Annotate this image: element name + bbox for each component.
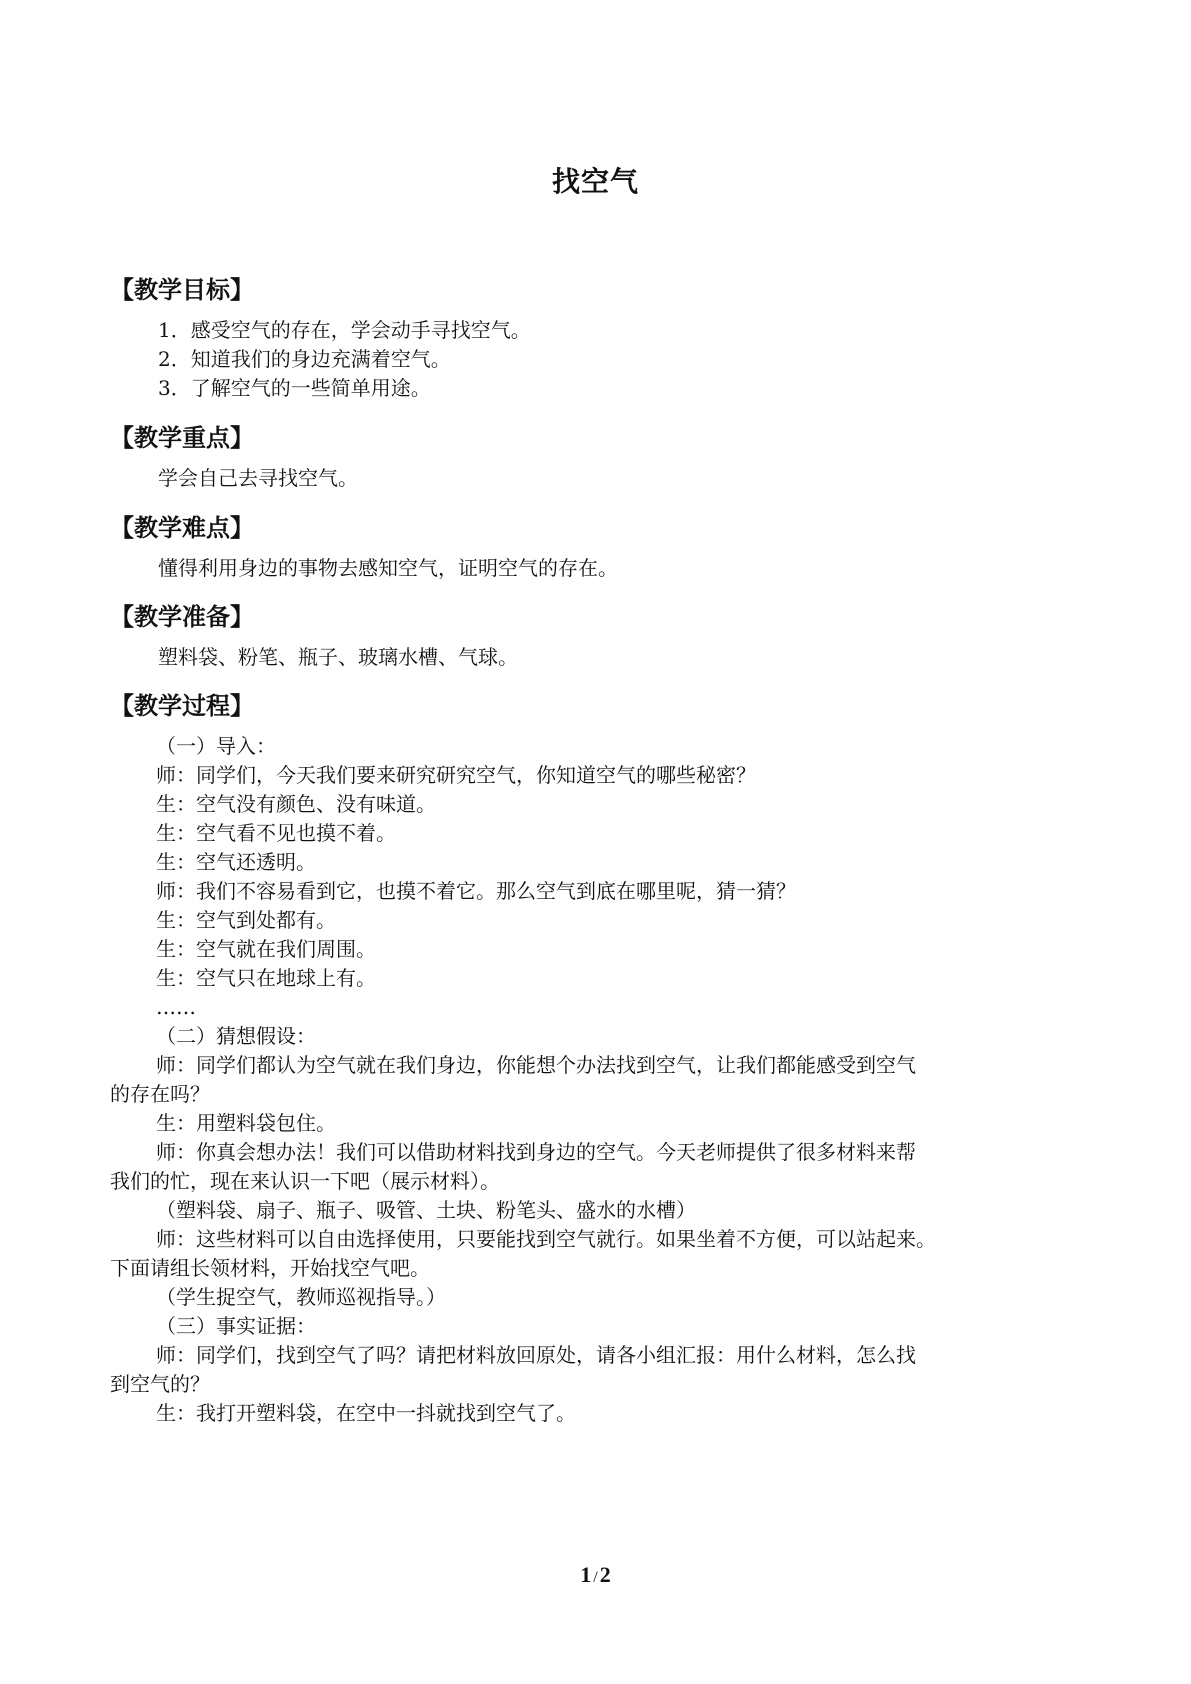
- process-line: 的存在吗？: [110, 1082, 210, 1106]
- process-line: （一）导入：: [156, 734, 276, 758]
- process-line: 师：你真会想办法！我们可以借助材料找到身边的空气。今天老师提供了很多材料来帮: [156, 1140, 916, 1164]
- heading-process: 【教学过程】: [110, 692, 254, 720]
- difficulty-text: 懂得利用身边的事物去感知空气，证明空气的存在。: [158, 556, 618, 580]
- process-line: （塑料袋、扇子、瓶子、吸管、土块、粉笔头、盛水的水槽）: [156, 1198, 696, 1222]
- process-line: 我们的忙，现在来认识一下吧（展示材料）。: [110, 1169, 500, 1193]
- process-line: ……: [156, 995, 196, 1019]
- process-line: （二）猜想假设：: [156, 1024, 316, 1048]
- process-line: 生：用塑料袋包住。: [156, 1111, 336, 1135]
- process-line: 到空气的？: [110, 1372, 210, 1396]
- process-line: 师：同学们都认为空气就在我们身边，你能想个办法找到空气，让我们都能感受到空气: [156, 1053, 916, 1077]
- process-line: 生：空气还透明。: [156, 850, 316, 874]
- process-line: 师：我们不容易看到它，也摸不着它。那么空气到底在哪里呢，猜一猜？: [156, 879, 796, 903]
- process-line: （学生捉空气，教师巡视指导。）: [156, 1285, 446, 1309]
- page-separator: /: [593, 1569, 598, 1586]
- key-point-text: 学会自己去寻找空气。: [158, 466, 358, 490]
- page-number: [0, 1562, 1191, 1588]
- heading-preparation: 【教学准备】: [110, 603, 254, 631]
- objective-item: 3．了解空气的一些简单用途。: [158, 376, 431, 400]
- process-line: 师：同学们，今天我们要来研究研究空气，你知道空气的哪些秘密？: [156, 763, 756, 787]
- process-line: 生：我打开塑料袋，在空中一抖就找到空气了。: [156, 1401, 576, 1425]
- process-line: 师：同学们，找到空气了吗？请把材料放回原处，请各小组汇报：用什么材料，怎么找: [156, 1343, 916, 1367]
- heading-difficulty: 【教学难点】: [110, 514, 254, 542]
- process-line: 下面请组长领材料，开始找空气吧。: [110, 1256, 430, 1280]
- process-line: 生：空气到处都有。: [156, 908, 336, 932]
- heading-objectives: 【教学目标】: [110, 276, 254, 304]
- page-current: 1: [580, 1562, 592, 1587]
- heading-key-point: 【教学重点】: [110, 424, 254, 452]
- preparation-text: 塑料袋、粉笔、瓶子、玻璃水槽、气球。: [158, 645, 518, 669]
- objective-item: 1．感受空气的存在，学会动手寻找空气。: [158, 318, 531, 342]
- process-line: 生：空气就在我们周围。: [156, 937, 376, 961]
- process-line: 生：空气只在地球上有。: [156, 966, 376, 990]
- page-total: 2: [599, 1562, 611, 1587]
- process-line: 生：空气看不见也摸不着。: [156, 821, 396, 845]
- document-title: 找空气: [551, 165, 639, 198]
- process-line: （三）事实证据：: [156, 1314, 316, 1338]
- process-line: 生：空气没有颜色、没有味道。: [156, 792, 436, 816]
- objective-item: 2．知道我们的身边充满着空气。: [158, 347, 451, 371]
- process-line: 师：这些材料可以自由选择使用，只要能找到空气就行。如果坐着不方便，可以站起来。: [156, 1227, 936, 1251]
